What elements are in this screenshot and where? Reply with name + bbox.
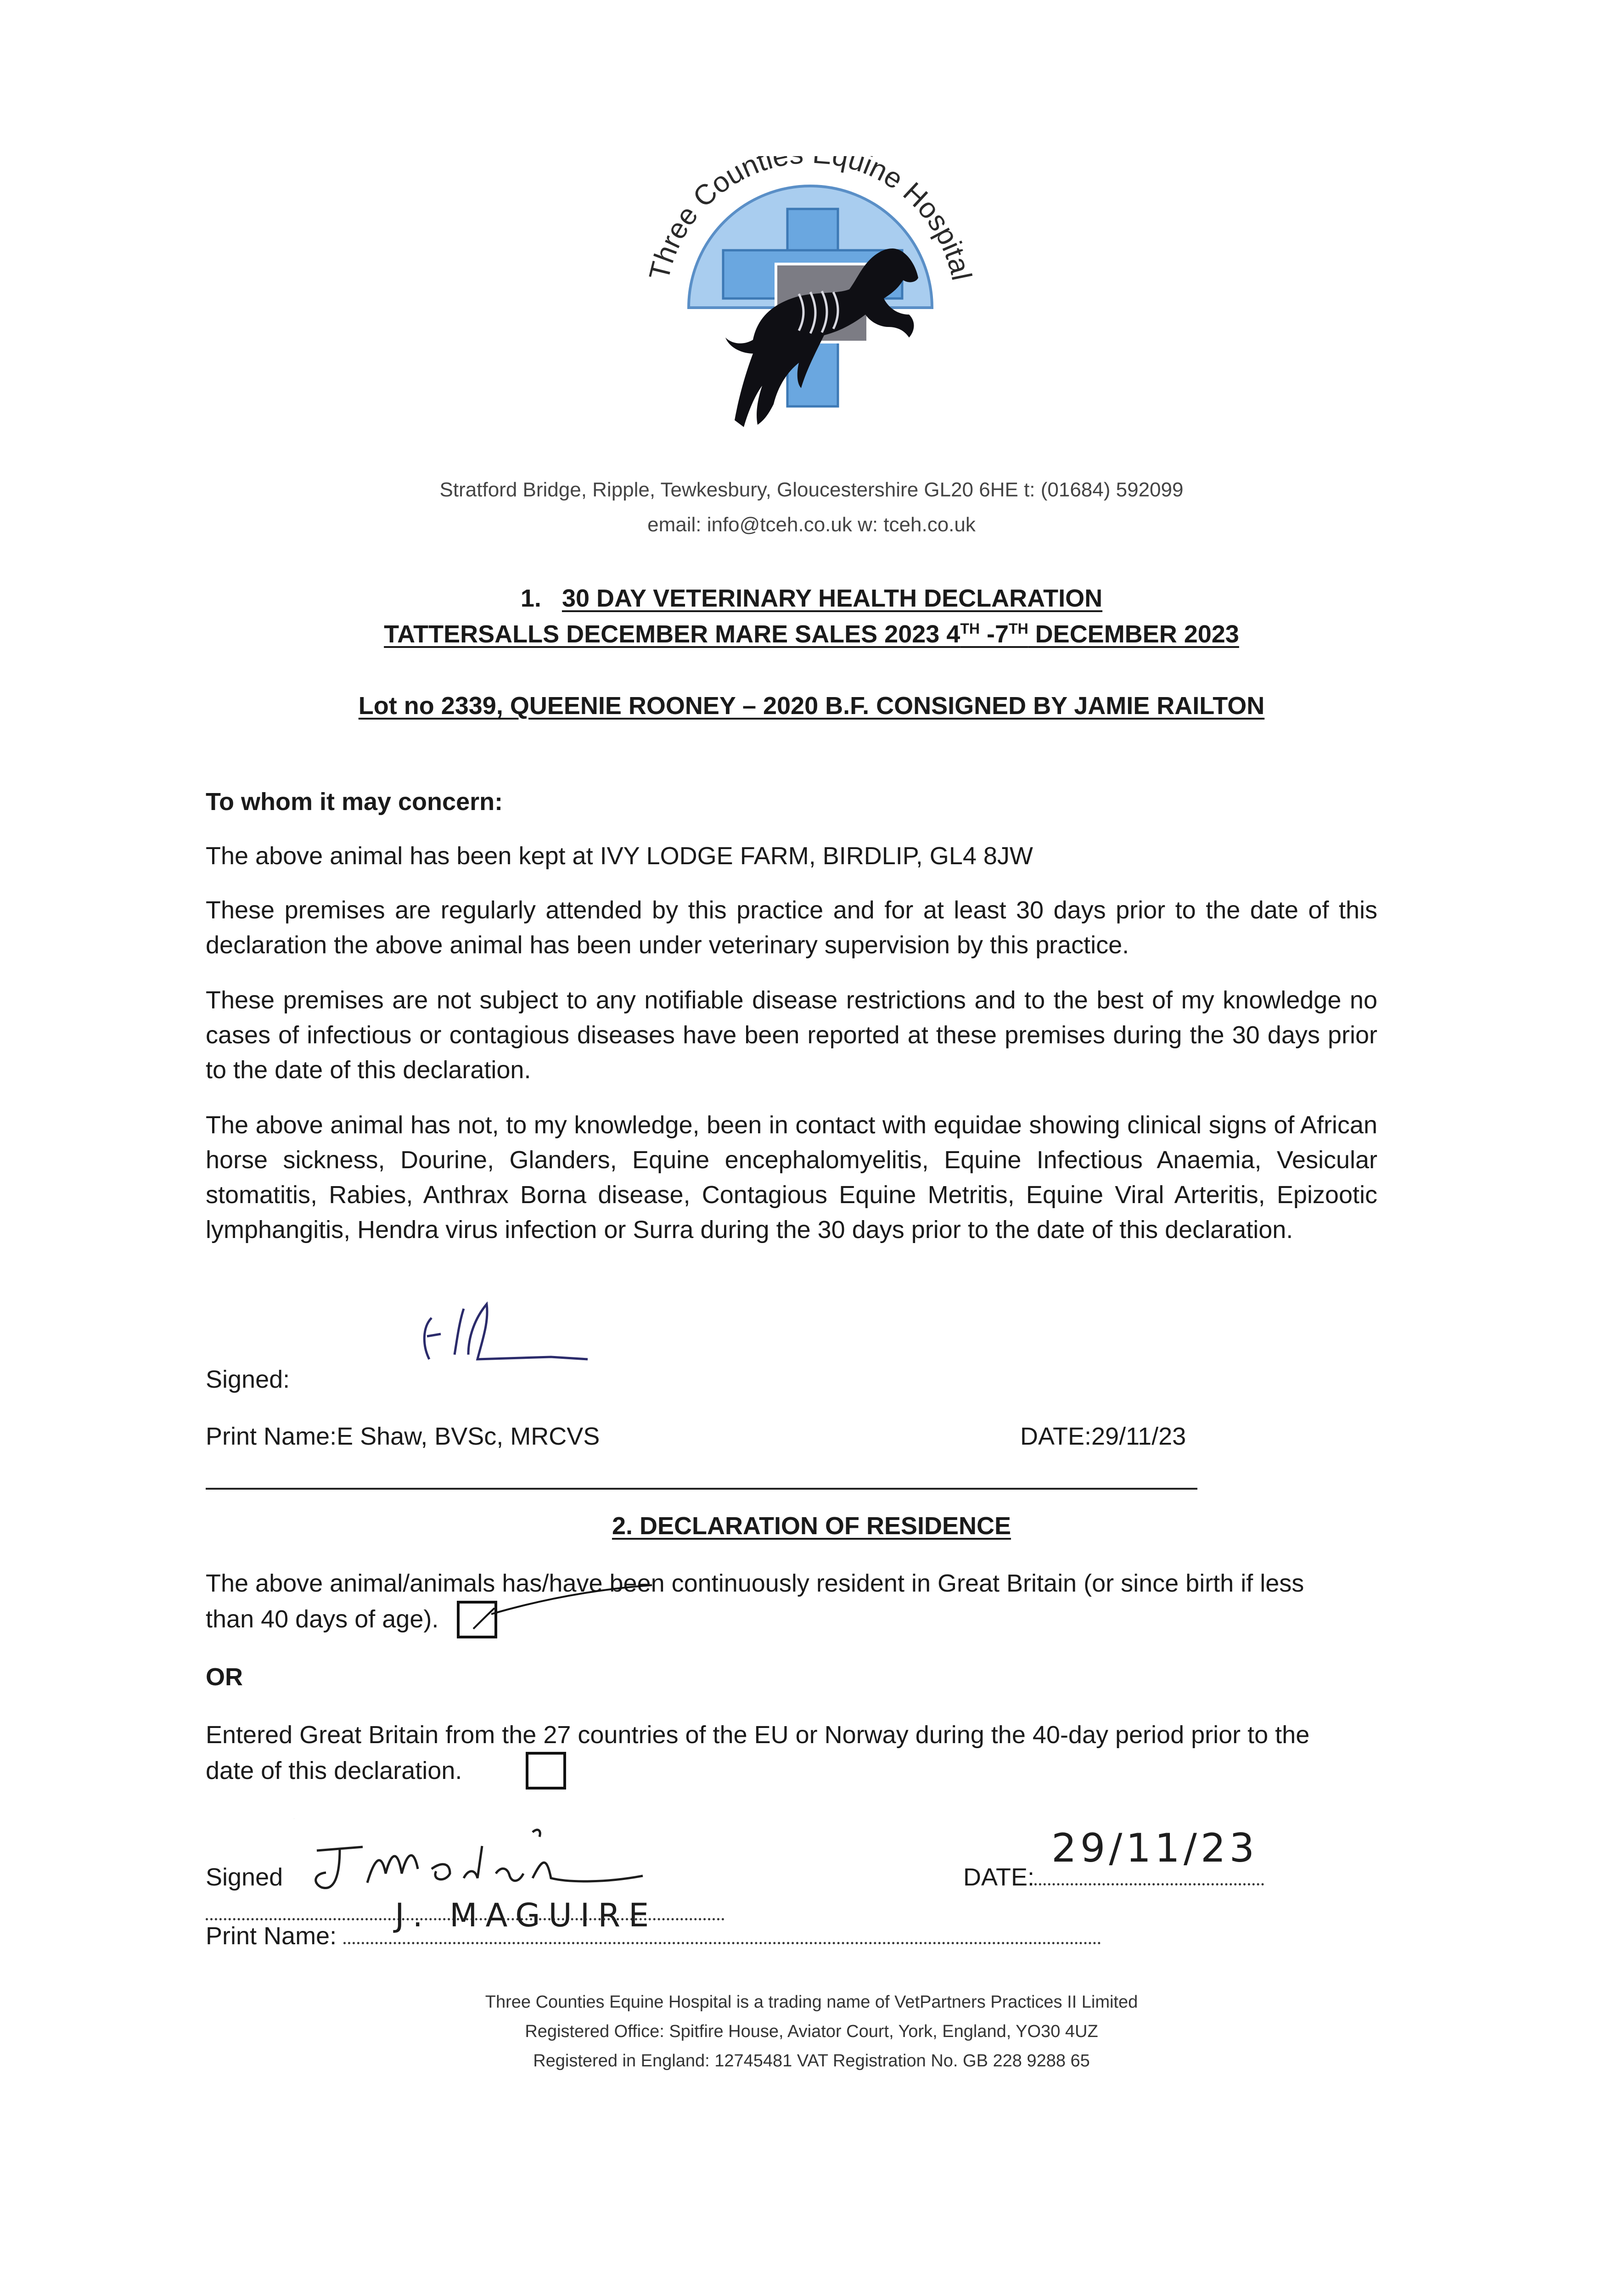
owner-print-label: Print Name: [206, 1922, 337, 1950]
footer-line-1: Three Counties Equine Hospital is a trading name of VetPartners Practices II Limited [485, 1992, 1138, 2012]
owner-signed-label: Signed [206, 1863, 283, 1891]
sale-prefix: TATTERSALLS DECEMBER MARE SALES 2023 4 [384, 620, 960, 648]
logo-arc-text: Three Countie quine Hospital [643, 156, 977, 283]
owner-print-handwritten: J. MAGUIRE [395, 1896, 657, 1934]
lot-text: Lot no 2339, QUEENIE ROONEY – 2020 B.F. CONSIGNED BY JAMIE RAILTON [358, 692, 1265, 720]
residence-title-text: 2. DECLARATION OF RESIDENCE [612, 1512, 1011, 1540]
checkbox-entered[interactable] [526, 1752, 566, 1790]
paragraph-restrictions: These premises are not subject to any notifiable disease restrictions and to the best of my knowledge no cases of infectious or contagious diseases have been reported at these premises during the 30 days prior to the date of this declaration. [206, 986, 1377, 1084]
option2-line2: date of this declaration. [206, 1757, 462, 1784]
owner-date-handwritten: 29/11/23 [1051, 1825, 1258, 1871]
print-name-vet: Print Name:E Shaw, BVSc, MRCVS [206, 1423, 600, 1450]
sale-title [0, 620, 1623, 648]
footer-line-2: Registered Office: Spitfire House, Aviator Court, York, England, YO30 4UZ [525, 2022, 1098, 2041]
owner-signature [294, 1818, 670, 1901]
section-number: 1. [520, 585, 541, 612]
residence-title [0, 1512, 1623, 1540]
owner-print-row [206, 1919, 1399, 1953]
sup-th-1: TH [960, 620, 980, 637]
title-text: 30 DAY VETERINARY HEALTH DECLARATION [562, 585, 1103, 612]
signed-label-1: Signed: [206, 1366, 290, 1393]
vet-signature-graphic [413, 1290, 606, 1382]
vet-signature [413, 1290, 606, 1382]
hospital-logo [640, 156, 980, 436]
paragraph-premises: The above animal has been kept at IVY LODGE FARM, BIRDLIP, GL4 8JW [206, 842, 1033, 870]
check-icon [460, 1604, 494, 1636]
section-divider [206, 1488, 1197, 1490]
owner-date-label: DATE: [963, 1863, 1035, 1891]
or-label: OR [206, 1663, 243, 1691]
address-line-2: email: info@tceh.co.uk w: tceh.co.uk [647, 513, 976, 536]
salutation: To whom it may concern: [206, 788, 503, 816]
footer-line-3: Registered in England: 12745481 VAT Registration No. GB 228 9288 65 [533, 2051, 1090, 2071]
owner-date-dots [1034, 1869, 1264, 1885]
date-vet: DATE:29/11/23 [1020, 1423, 1186, 1450]
option2-line1: Entered Great Britain from the 27 countries of the EU or Norway during the 40-day period prior to the [206, 1721, 1310, 1749]
sale-mid: -7 [979, 620, 1009, 648]
vet-signature-text [413, 1290, 414, 1291]
lot-title [0, 692, 1623, 720]
option1-line2: than 40 days of age). [206, 1605, 439, 1633]
owner-signature-graphic [294, 1818, 670, 1901]
sup-th-2: TH [1009, 620, 1028, 637]
paragraph-supervision: These premises are regularly attended by this practice and for at least 30 days prior to the date of this declaration the above animal has been under veterinary supervision by this practice. [206, 896, 1377, 959]
declaration-title [0, 584, 1623, 613]
paragraph-diseases: The above animal has not, to my knowledge, been in contact with equidae showing clinical signs of African horse sickness, Dourine, Glanders, Equine encephalomyelitis, Equine Infectious Anaemia, Vesicular stomatitis, Rabies, Anthrax Borna disease, Contagious Equine Metritis, Equine Viral Arteritis, Epizootic lymphangitis, Hendra virus infection or Surra during the 30 days prior to the date of this declaration. [206, 1111, 1377, 1244]
logo-graphic [640, 156, 980, 436]
address-line-1: Stratford Bridge, Ripple, Tewkesbury, Gloucestershire GL20 6HE t: (01684) 592099 [439, 478, 1184, 501]
sale-suffix: DECEMBER 2023 [1028, 620, 1239, 648]
option1-line1: The above animal/animals has/have been continuously resident in Great Britain (or since birth if less [206, 1570, 1304, 1597]
strike-line [491, 1580, 657, 1616]
